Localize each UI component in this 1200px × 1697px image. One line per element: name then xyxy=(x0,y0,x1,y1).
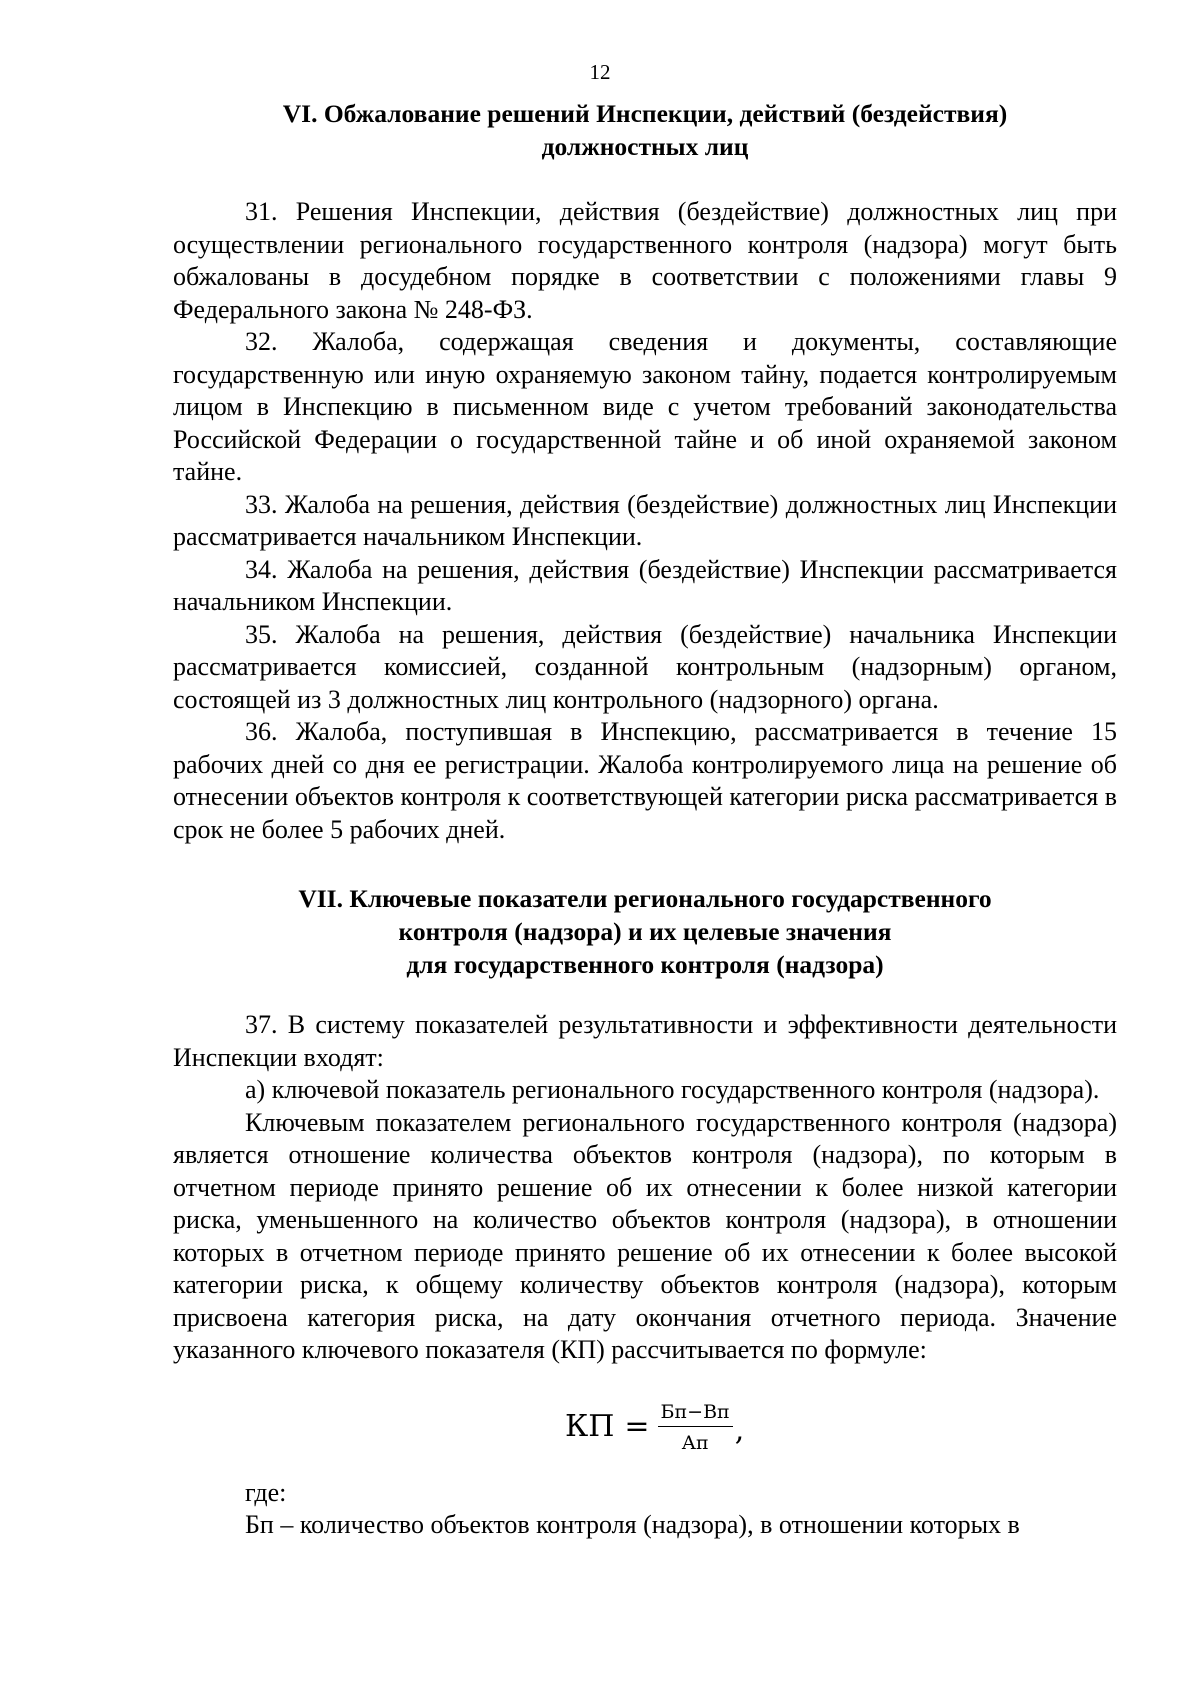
paragraph-35: 35. Жалоба на решения, действия (бездействие) начальника Инспекции рассматривается комиссией, созданной контрольным (надзорным) органом, состоящей из 3 должностных лиц контрольного (надзорного) органа. xyxy=(173,619,1117,714)
paragraph-31: 31. Решения Инспекции, действия (бездействие) должностных лиц при осуществлении регионального государственного контроля (надзора) могут быть обжалованы в досудебном порядке в соответствии с положениями главы 9 Федерального закона № 248-ФЗ. xyxy=(173,197,1117,324)
section-6-heading-line-1: VI. Обжалование решений Инспекции, действий (бездействия) xyxy=(282,99,1008,128)
formula-fraction xyxy=(658,1400,733,1455)
section-7-heading-line-2: контроля (надзора) и их целевые значения xyxy=(398,917,892,946)
section-6-heading xyxy=(173,97,1117,163)
section-6-heading-line-2: должностных лиц xyxy=(541,132,749,161)
paragraph-32: 32. Жалоба, содержащая сведения и документы, составляющие государственную или иную охраняемую законом тайну, подается контролируемым лицом в Инспекцию в письменном виде с учетом требований законодательства Российской Федерации о государственной тайне и об иной охраняемой законом тайне. xyxy=(173,327,1117,486)
definition-bp: Бп – количество объектов контроля (надзора), в отношении которых в xyxy=(245,1510,1020,1539)
formula-denominator: Ап xyxy=(681,1432,709,1454)
formula-equals: = xyxy=(624,1409,650,1445)
paragraph-37: 37. В систему показателей результативности и эффективности деятельности Инспекции входят: xyxy=(173,1010,1117,1072)
formula-lhs: КП xyxy=(565,1409,615,1445)
document-body xyxy=(173,97,1117,1542)
formula-trailing-comma: , xyxy=(734,1413,745,1449)
paragraph-37-a: а) ключевой показатель регионального государственного контроля (надзора). xyxy=(245,1075,1100,1104)
paragraph-33: 33. Жалоба на решения, действия (бездействие) должностных лиц Инспекции рассматривается начальником Инспекции. xyxy=(173,489,1117,551)
kp-formula xyxy=(173,1391,1117,1465)
paragraph-34: 34. Жалоба на решения, действия (бездействие) Инспекции рассматривается начальником Инспекции. xyxy=(173,554,1117,616)
paragraph-36: 36. Жалоба, поступившая в Инспекцию, рассматривается в течение 15 рабочих дней со дня ее регистрации. Жалоба контролируемого лица на решение об отнесении объектов контроля к соответствующей категории риска рассматривается в срок не более 5 рабочих дней. xyxy=(173,717,1117,844)
paragraph-key-indicator-definition: Ключевым показателем регионального государственного контроля (надзора) является отношение количества объектов контроля (надзора), по которым в отчетном периоде принято решение об их отнесении к более низкой категории риска, уменьшенного на количество объектов контроля (надзора), в отношении которых в отчетном периоде принято решение об их отнесении к более высокой категории риска, к общему количеству объектов контроля (надзора), которым присвоена категория риска, на дату окончания отчетного периода. Значение указанного ключевого показателя (КП) рассчитывается по формуле: xyxy=(173,1107,1117,1364)
where-label: где: xyxy=(245,1477,287,1507)
page-number: 12 xyxy=(589,60,611,84)
kp-formula-expression xyxy=(565,1391,744,1465)
section-7-heading-line-1: VII. Ключевые показатели регионального государственного xyxy=(298,884,992,913)
section-7-heading-line-3: для государственного контроля (надзора) xyxy=(406,950,884,979)
formula-numerator: Бп−Вп xyxy=(658,1400,733,1427)
section-7-heading xyxy=(173,882,1117,981)
